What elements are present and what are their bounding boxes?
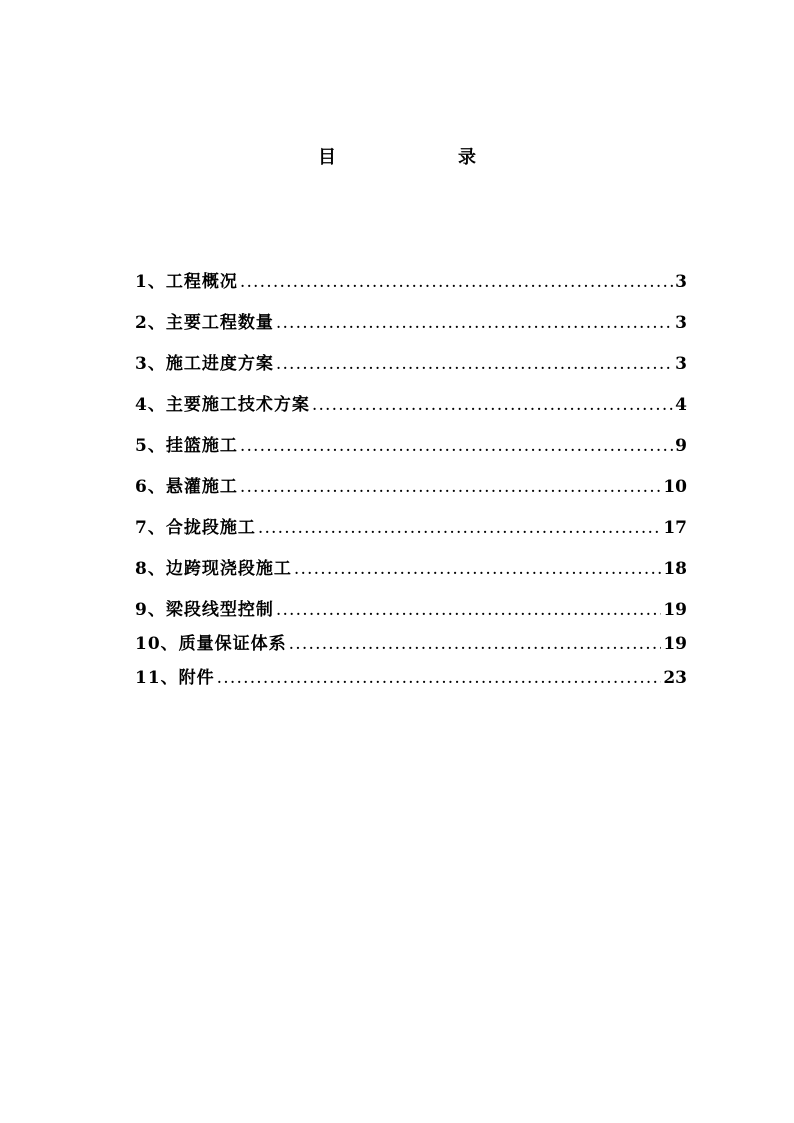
toc-dot-leader [294, 557, 661, 581]
toc-dot-leader [240, 475, 661, 499]
toc-entry-page: 3 [675, 354, 687, 374]
toc-entry[interactable] [135, 393, 687, 434]
toc-entry-label: 3、施工进度方案 [135, 354, 274, 374]
toc-entry-label: 5、挂篮施工 [135, 436, 238, 456]
toc-entry[interactable] [135, 632, 687, 666]
toc-entry[interactable] [135, 434, 687, 475]
toc-entry-page: 23 [663, 668, 687, 688]
toc-entry-page: 17 [663, 518, 687, 538]
toc-entry-label: 2、主要工程数量 [135, 313, 274, 333]
toc-entry[interactable] [135, 666, 687, 700]
toc-entry-label: 4、主要施工技术方案 [135, 395, 310, 415]
toc-entry[interactable] [135, 270, 687, 311]
toc-entry-page: 4 [675, 395, 687, 415]
toc-entry-page: 10 [663, 477, 687, 497]
toc-dot-leader [289, 632, 662, 656]
toc-entry-page: 3 [675, 272, 687, 292]
toc-entry-label: 7、合拢段施工 [135, 518, 256, 538]
toc-entry-label: 9、梁段线型控制 [135, 600, 274, 620]
toc-entry-page: 3 [675, 313, 687, 333]
page-title: 目 录 [318, 147, 528, 168]
toc-entry-page: 19 [663, 634, 687, 654]
toc-dot-leader [217, 666, 662, 690]
toc-entry-label: 8、边跨现浇段施工 [135, 559, 292, 579]
table-of-contents [135, 270, 687, 700]
toc-entry-page: 9 [675, 436, 687, 456]
toc-entry-page: 18 [663, 559, 687, 579]
toc-entry-label: 1、工程概况 [135, 272, 238, 292]
toc-entry-label: 10、质量保证体系 [135, 634, 287, 654]
toc-dot-leader [312, 393, 673, 417]
toc-entry-page: 19 [663, 600, 687, 620]
toc-dot-leader [240, 270, 673, 294]
toc-entry[interactable] [135, 352, 687, 393]
toc-dot-leader [258, 516, 661, 540]
toc-dot-leader [276, 352, 673, 376]
toc-dot-leader [276, 311, 673, 335]
toc-entry[interactable] [135, 516, 687, 557]
toc-entry[interactable] [135, 598, 687, 632]
toc-entry-label: 6、悬灌施工 [135, 477, 238, 497]
toc-dot-leader [276, 598, 661, 622]
toc-dot-leader [240, 434, 673, 458]
toc-entry-label: 11、附件 [135, 668, 215, 688]
toc-entry[interactable] [135, 557, 687, 598]
toc-entry[interactable] [135, 475, 687, 516]
toc-entry[interactable] [135, 311, 687, 352]
